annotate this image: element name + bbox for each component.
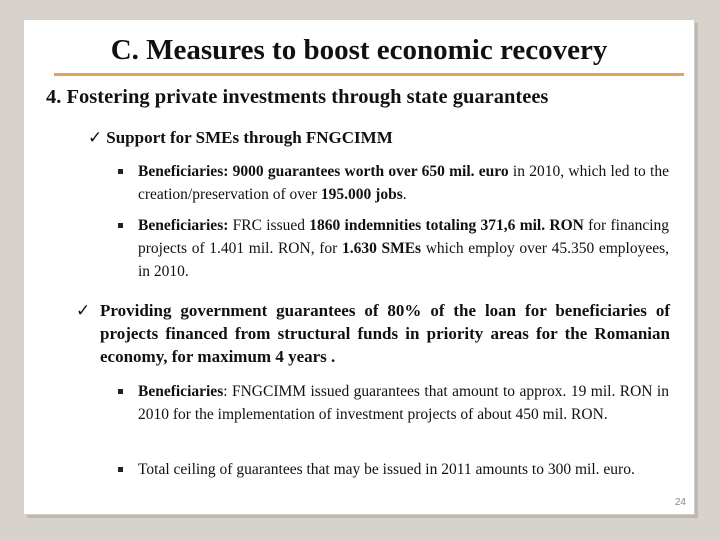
square-bullet-icon (118, 389, 123, 394)
slide (24, 20, 695, 515)
section2-bullet1 (118, 380, 669, 426)
checkmark-icon: ✓ (76, 301, 91, 320)
page-number: 24 (674, 497, 686, 508)
square-bullet-icon (118, 467, 123, 472)
section1-bullet1 (118, 160, 669, 206)
bullet-text: Beneficiaries: 9000 guarantees worth over 650 mil. euro in 2010, which led to the creation/preservation of over 195.000 jobs. (138, 163, 669, 203)
slide-subtitle: 4. Fostering private investments through state guarantees (46, 86, 549, 108)
title-divider (54, 73, 684, 76)
section2-bullet2 (118, 458, 669, 481)
bullet-text: Beneficiaries: FNGCIMM issued guarantees that amount to approx. 19 mil. RON in 2010 for the implementation of investment projects of about 450 mil. RON. (138, 383, 669, 423)
section1-bullet2 (118, 214, 669, 283)
square-bullet-icon (118, 223, 123, 228)
section2-heading-row (76, 299, 670, 368)
bullet-text: Total ceiling of guarantees that may be issued in 2011 amounts to 300 mil. euro. (138, 461, 635, 478)
section2-heading: Providing government guarantees of 80% of the loan for beneficiaries of projects financed from structural funds in priority areas for the Romanian economy, for maximum 4 years . (100, 301, 670, 366)
bullet-text: Beneficiaries: FRC issued 1860 indemnities totaling 371,6 mil. RON for financing projects of 1.401 mil. RON, for 1.630 SMEs which employ over 45.350 employees, in 2010. (138, 217, 670, 280)
section1-heading: Support for SMEs through FNGCIMM (106, 128, 393, 147)
checkmark-icon: ✓ (88, 128, 103, 147)
slide-title: C. Measures to boost economic recovery (110, 34, 608, 66)
section1-heading-row (88, 126, 393, 149)
square-bullet-icon (118, 169, 123, 174)
